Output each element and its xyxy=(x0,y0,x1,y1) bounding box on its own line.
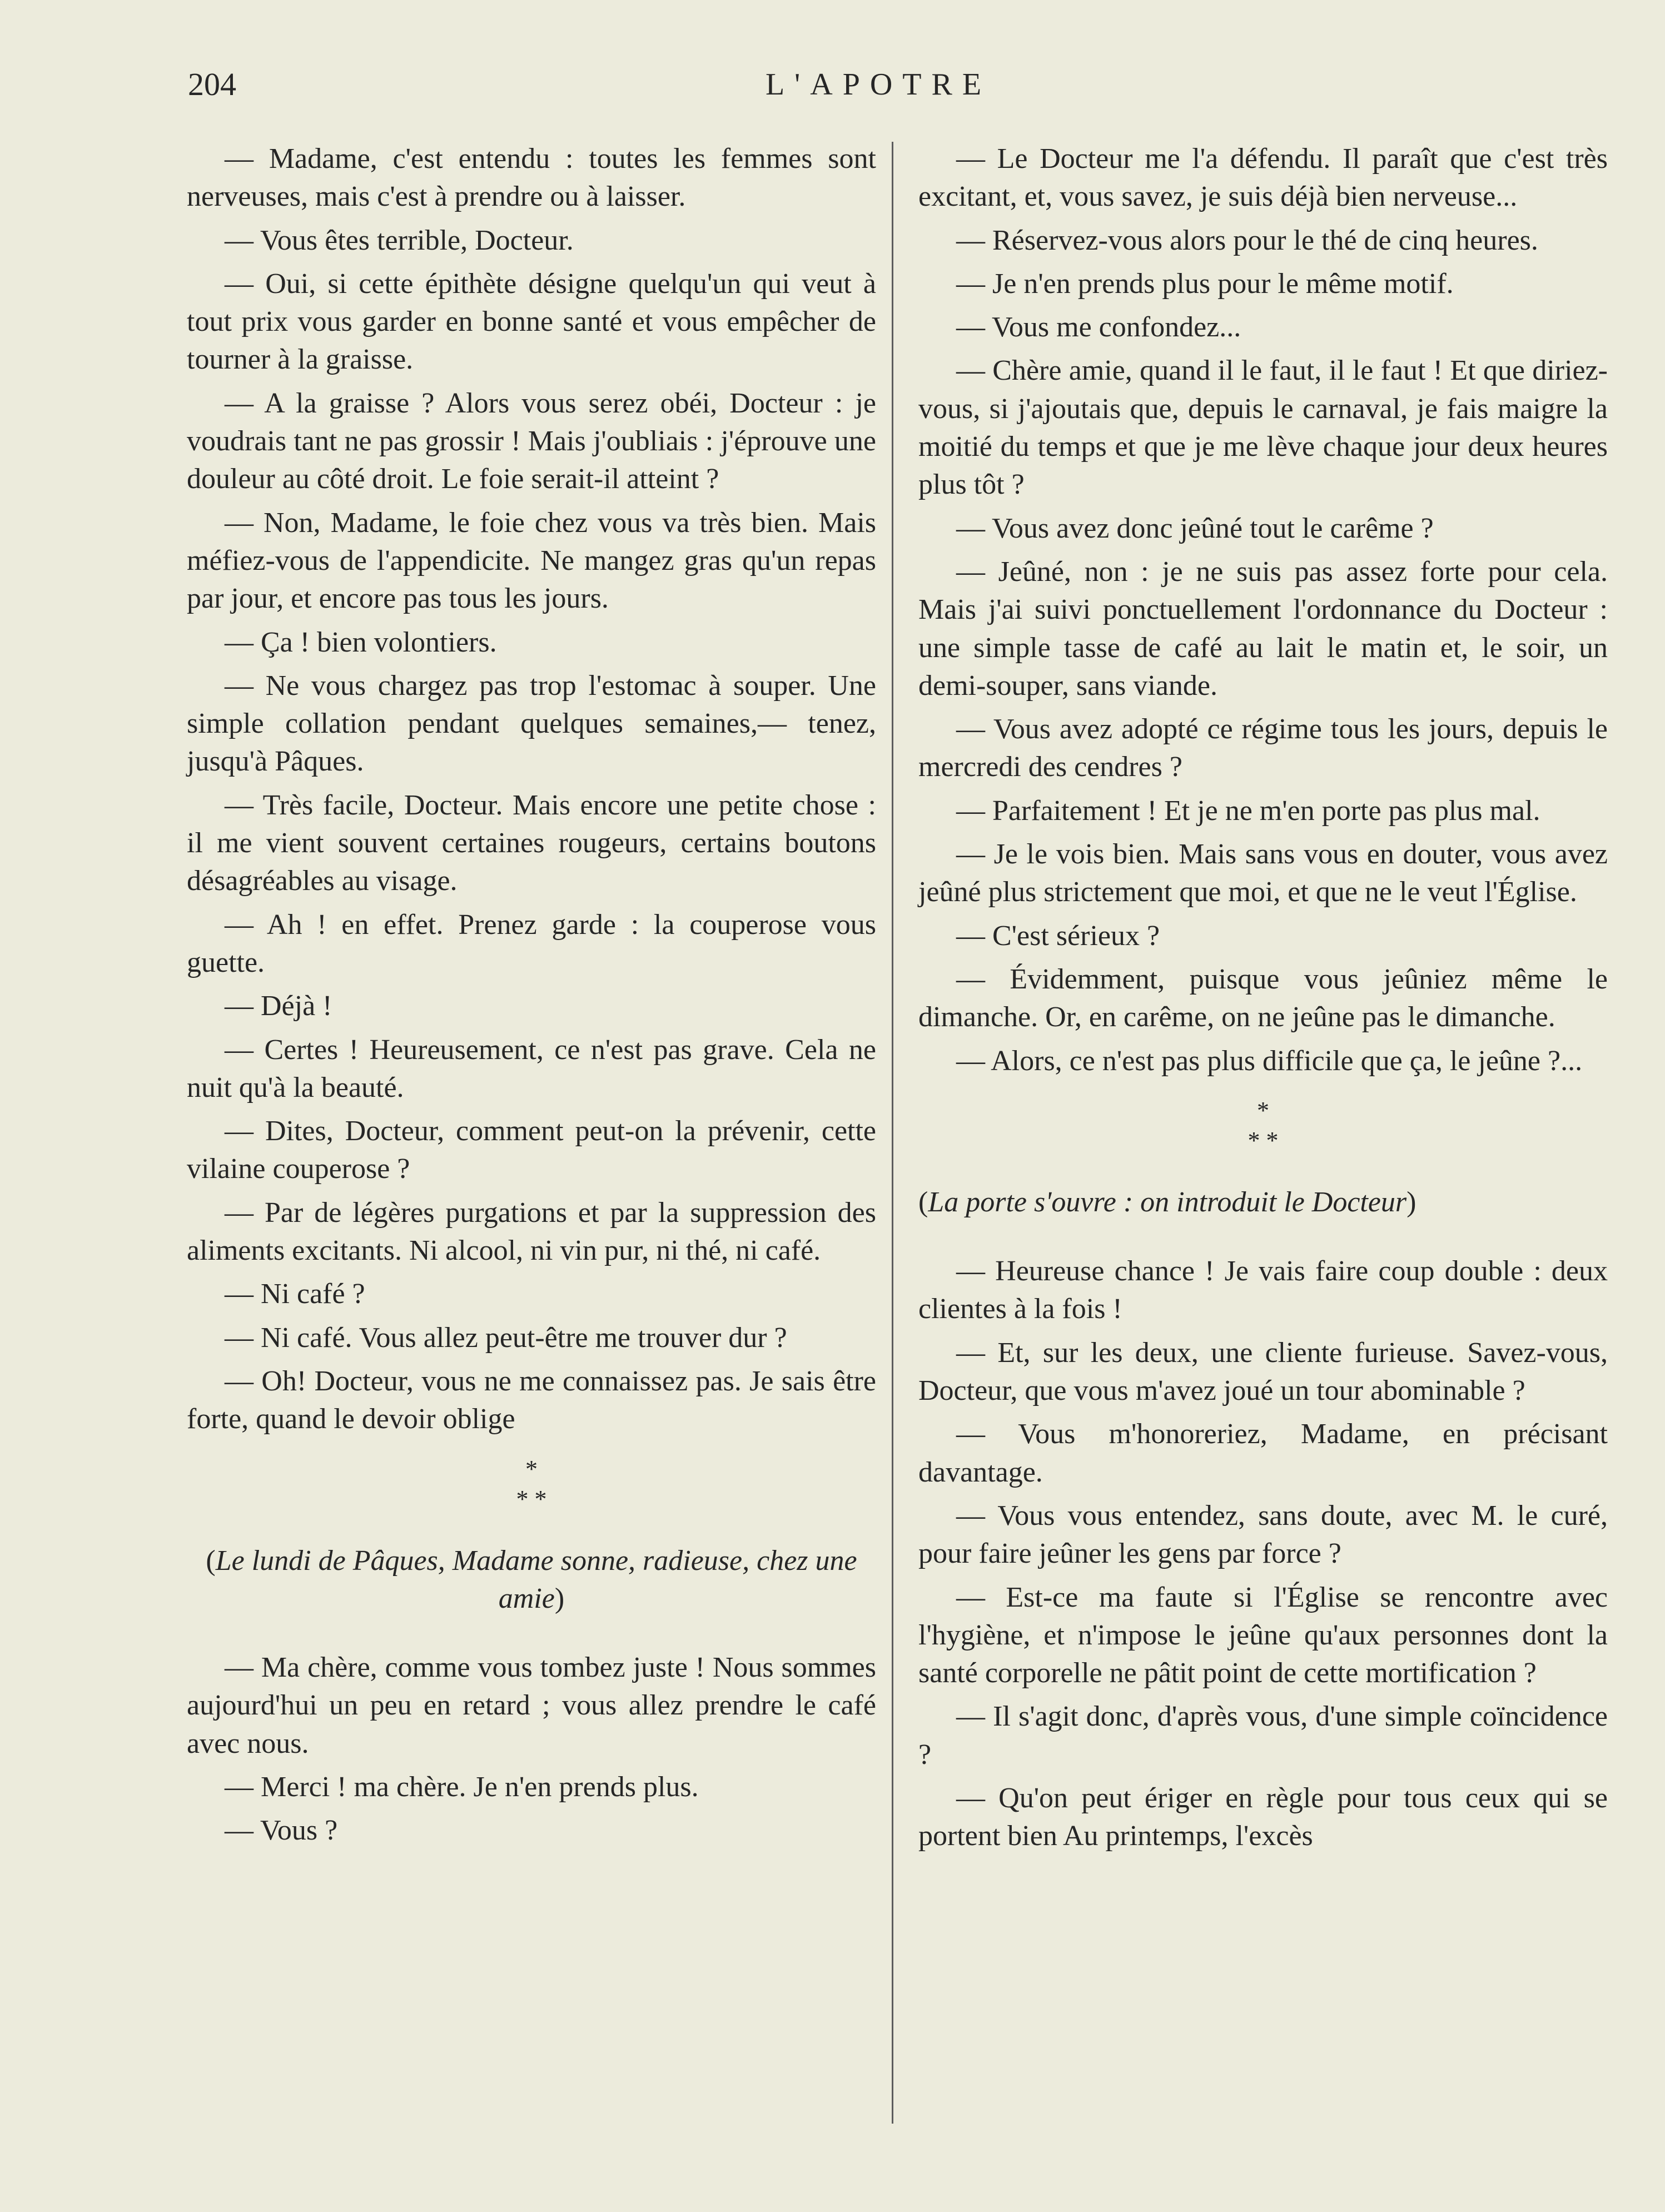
section-separator xyxy=(918,1096,1608,1156)
dialogue-paragraph: — Je le vois bien. Mais sans vous en douter, vous avez jeûné plus strictement que moi, et que ne le veut l'Église. xyxy=(918,838,1608,908)
dialogue-paragraph: — Évidemment, puisque vous jeûniez même le dimanche. Or, en carême, on ne jeûne pas le dimanche. xyxy=(918,963,1608,1033)
dialogue-paragraph: — Heureuse chance ! Je vais faire coup double : deux clientes à la fois ! xyxy=(918,1255,1608,1325)
dialogue-paragraph: — Très facile, Docteur. Mais encore une petite chose : il me vient souvent certaines rougeurs, certains boutons désagréables au visage. xyxy=(187,789,876,897)
dialogue-paragraph: — Ça ! bien volontiers. xyxy=(225,626,497,658)
separator-star: * xyxy=(525,1455,538,1483)
separator-stars: * * xyxy=(1247,1126,1279,1154)
dialogue-paragraph: — Vous ? xyxy=(225,1815,338,1847)
dialogue-paragraph: — C'est sérieux ? xyxy=(956,919,1160,952)
dialogue-paragraph: — Vous avez donc jeûné tout le carême ? xyxy=(956,512,1434,544)
dialogue-paragraph: — Vous me confondez... xyxy=(956,311,1241,344)
left-column xyxy=(187,140,876,1856)
dialogue-paragraph: — Oh! Docteur, vous ne me connaissez pas. Je sais être forte, quand le devoir oblige xyxy=(187,1365,876,1435)
dialogue-paragraph: — Déjà ! xyxy=(225,990,332,1022)
dialogue-paragraph: — Et, sur les deux, une cliente furieuse. Savez-vous, Docteur, que vous m'avez joué un tour abominable ? xyxy=(918,1336,1608,1407)
separator-stars: * * xyxy=(516,1485,547,1513)
dialogue-paragraph: — Vous m'honoreriez, Madame, en précisant davantage. xyxy=(918,1418,1608,1488)
stage-direction: (Le lundi de Pâques, Madame sonne, radieuse, chez une amie) xyxy=(206,1544,857,1614)
dialogue-paragraph: — Dites, Docteur, comment peut-on la prévenir, cette vilaine couperose ? xyxy=(187,1115,876,1185)
dialogue-paragraph: — Ma chère, comme vous tombez juste ! Nous sommes aujourd'hui un peu en retard ; vous allez prendre le café avec nous. xyxy=(187,1652,876,1759)
dialogue-paragraph: — Réservez-vous alors pour le thé de cinq heures. xyxy=(956,224,1538,256)
dialogue-paragraph: — Alors, ce n'est pas plus difficile que ça, le jeûne ?... xyxy=(956,1045,1583,1077)
dialogue-paragraph: — Certes ! Heureusement, ce n'est pas grave. Cela ne nuit qu'à la beauté. xyxy=(187,1033,876,1103)
dialogue-paragraph: — Ah ! en effet. Prenez garde : la couperose vous guette. xyxy=(187,908,876,978)
dialogue-paragraph: — Il s'agit donc, d'après vous, d'une simple coïncidence ? xyxy=(918,1701,1608,1771)
dialogue-paragraph: — Jeûné, non : je ne suis pas assez forte pour cela. Mais j'ai suivi ponctuellement l'ordonnance du Docteur : une simple tasse de café au lait le matin et, le soir, un demi-souper, sans viande. xyxy=(918,555,1608,702)
dialogue-paragraph: — Merci ! ma chère. Je n'en prends plus. xyxy=(225,1771,699,1803)
section-separator xyxy=(187,1454,876,1514)
dialogue-paragraph: — Oui, si cette épithète désigne quelqu'un qui veut à tout prix vous garder en bonne santé et vous empêcher de tourner à la graisse. xyxy=(187,267,876,376)
right-column xyxy=(918,140,1608,1861)
dialogue-paragraph: — Vous vous entendez, sans doute, avec M. le curé, pour faire jeûner les gens par force ? xyxy=(918,1499,1608,1570)
dialogue-paragraph: — Le Docteur me l'a défendu. Il paraît que c'est très excitant, et, vous savez, je suis déjà bien nerveuse... xyxy=(918,143,1608,213)
dialogue-paragraph: — Qu'on peut ériger en règle pour tous ceux qui se portent bien Au printemps, l'excès xyxy=(918,1782,1608,1852)
dialogue-paragraph: — Ni café ? xyxy=(225,1278,365,1310)
dialogue-paragraph: — Est-ce ma faute si l'Église se rencontre avec l'hygiène, et n'impose le jeûne qu'aux personnes dont la santé corporelle ne pâtit point de cette mortification ? xyxy=(918,1581,1608,1689)
page-number: 204 xyxy=(188,66,236,102)
stage-direction: (La porte s'ouvre : on introduit le Docteur) xyxy=(918,1186,1417,1218)
dialogue-paragraph: — Ne vous chargez pas trop l'estomac à souper. Une simple collation pendant quelques semaines,— tenez, jusqu'à Pâques. xyxy=(187,669,876,778)
separator-star: * xyxy=(1257,1096,1269,1124)
stage-direction-text: La porte s'ouvre : on introduit le Docteur xyxy=(928,1186,1407,1218)
dialogue-paragraph: — Madame, c'est entendu : toutes les femmes sont nerveuses, mais c'est à prendre ou à laisser. xyxy=(187,143,876,213)
dialogue-paragraph: — Vous êtes terrible, Docteur. xyxy=(225,224,574,256)
stage-direction-text: Le lundi de Pâques, Madame sonne, radieuse, chez une amie xyxy=(215,1544,857,1614)
dialogue-paragraph: — Parfaitement ! Et je ne m'en porte pas plus mal. xyxy=(956,794,1540,827)
dialogue-paragraph: — A la graisse ? Alors vous serez obéi, Docteur : je voudrais tant ne pas grossir ! Mais j'oubliais : j'éprouve une douleur au côté droit. Le foie serait-il atteint ? xyxy=(187,387,876,495)
dialogue-paragraph: — Vous avez adopté ce régime tous les jours, depuis le mercredi des cendres ? xyxy=(918,713,1608,783)
dialogue-paragraph: — Par de légères purgations et par la suppression des aliments excitants. Ni alcool, ni vin pur, ni thé, ni café. xyxy=(187,1196,876,1267)
dialogue-paragraph: — Chère amie, quand il le faut, il le faut ! Et que diriez-vous, si j'ajoutais que, depuis le carnaval, je fais maigre la moitié du temps et que je me lève chaque jour deux heures plus tôt ? xyxy=(918,355,1608,501)
column-divider xyxy=(892,142,893,2124)
running-title: L'APOTRE xyxy=(765,67,992,102)
dialogue-paragraph: — Non, Madame, le foie chez vous va très bien. Mais méfiez-vous de l'appendicite. Ne mangez gras qu'un repas par jour, et encore pas tous les jours. xyxy=(187,506,876,615)
dialogue-paragraph: — Ni café. Vous allez peut-être me trouver dur ? xyxy=(225,1321,787,1354)
dialogue-paragraph: — Je n'en prends plus pour le même motif. xyxy=(956,267,1454,300)
